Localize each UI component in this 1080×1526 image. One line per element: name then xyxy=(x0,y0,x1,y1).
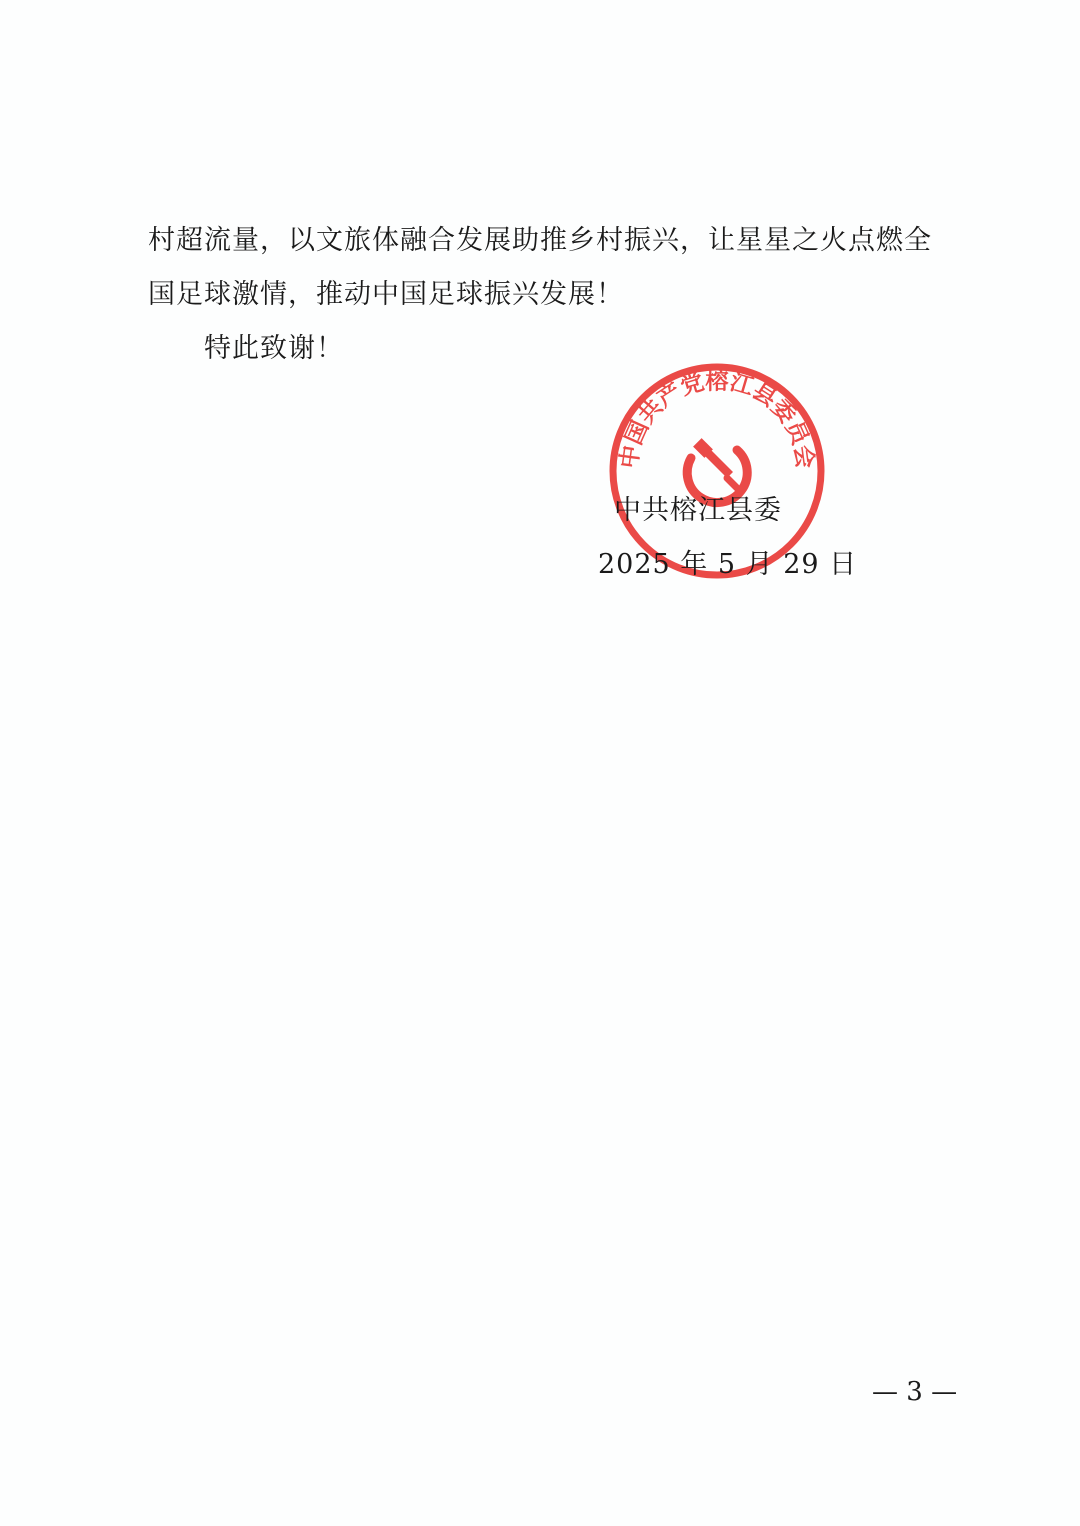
paragraph-line-1: 村超流量，以文旅体融合发展助推乡村振兴，让星星之火点燃全 xyxy=(148,225,932,256)
seal-text: 中国共产党榕江县委员会 xyxy=(615,367,819,471)
page-number: — 3 — xyxy=(872,1377,958,1407)
paragraph-line-2: 国足球激情，推动中国足球振兴发展！ xyxy=(148,279,624,310)
closing-line: 特此致谢！ xyxy=(204,333,344,364)
signer-name: 中共榕江县委 xyxy=(614,495,782,526)
signing-date: 2025 年 5 月 29 日 xyxy=(598,549,858,580)
